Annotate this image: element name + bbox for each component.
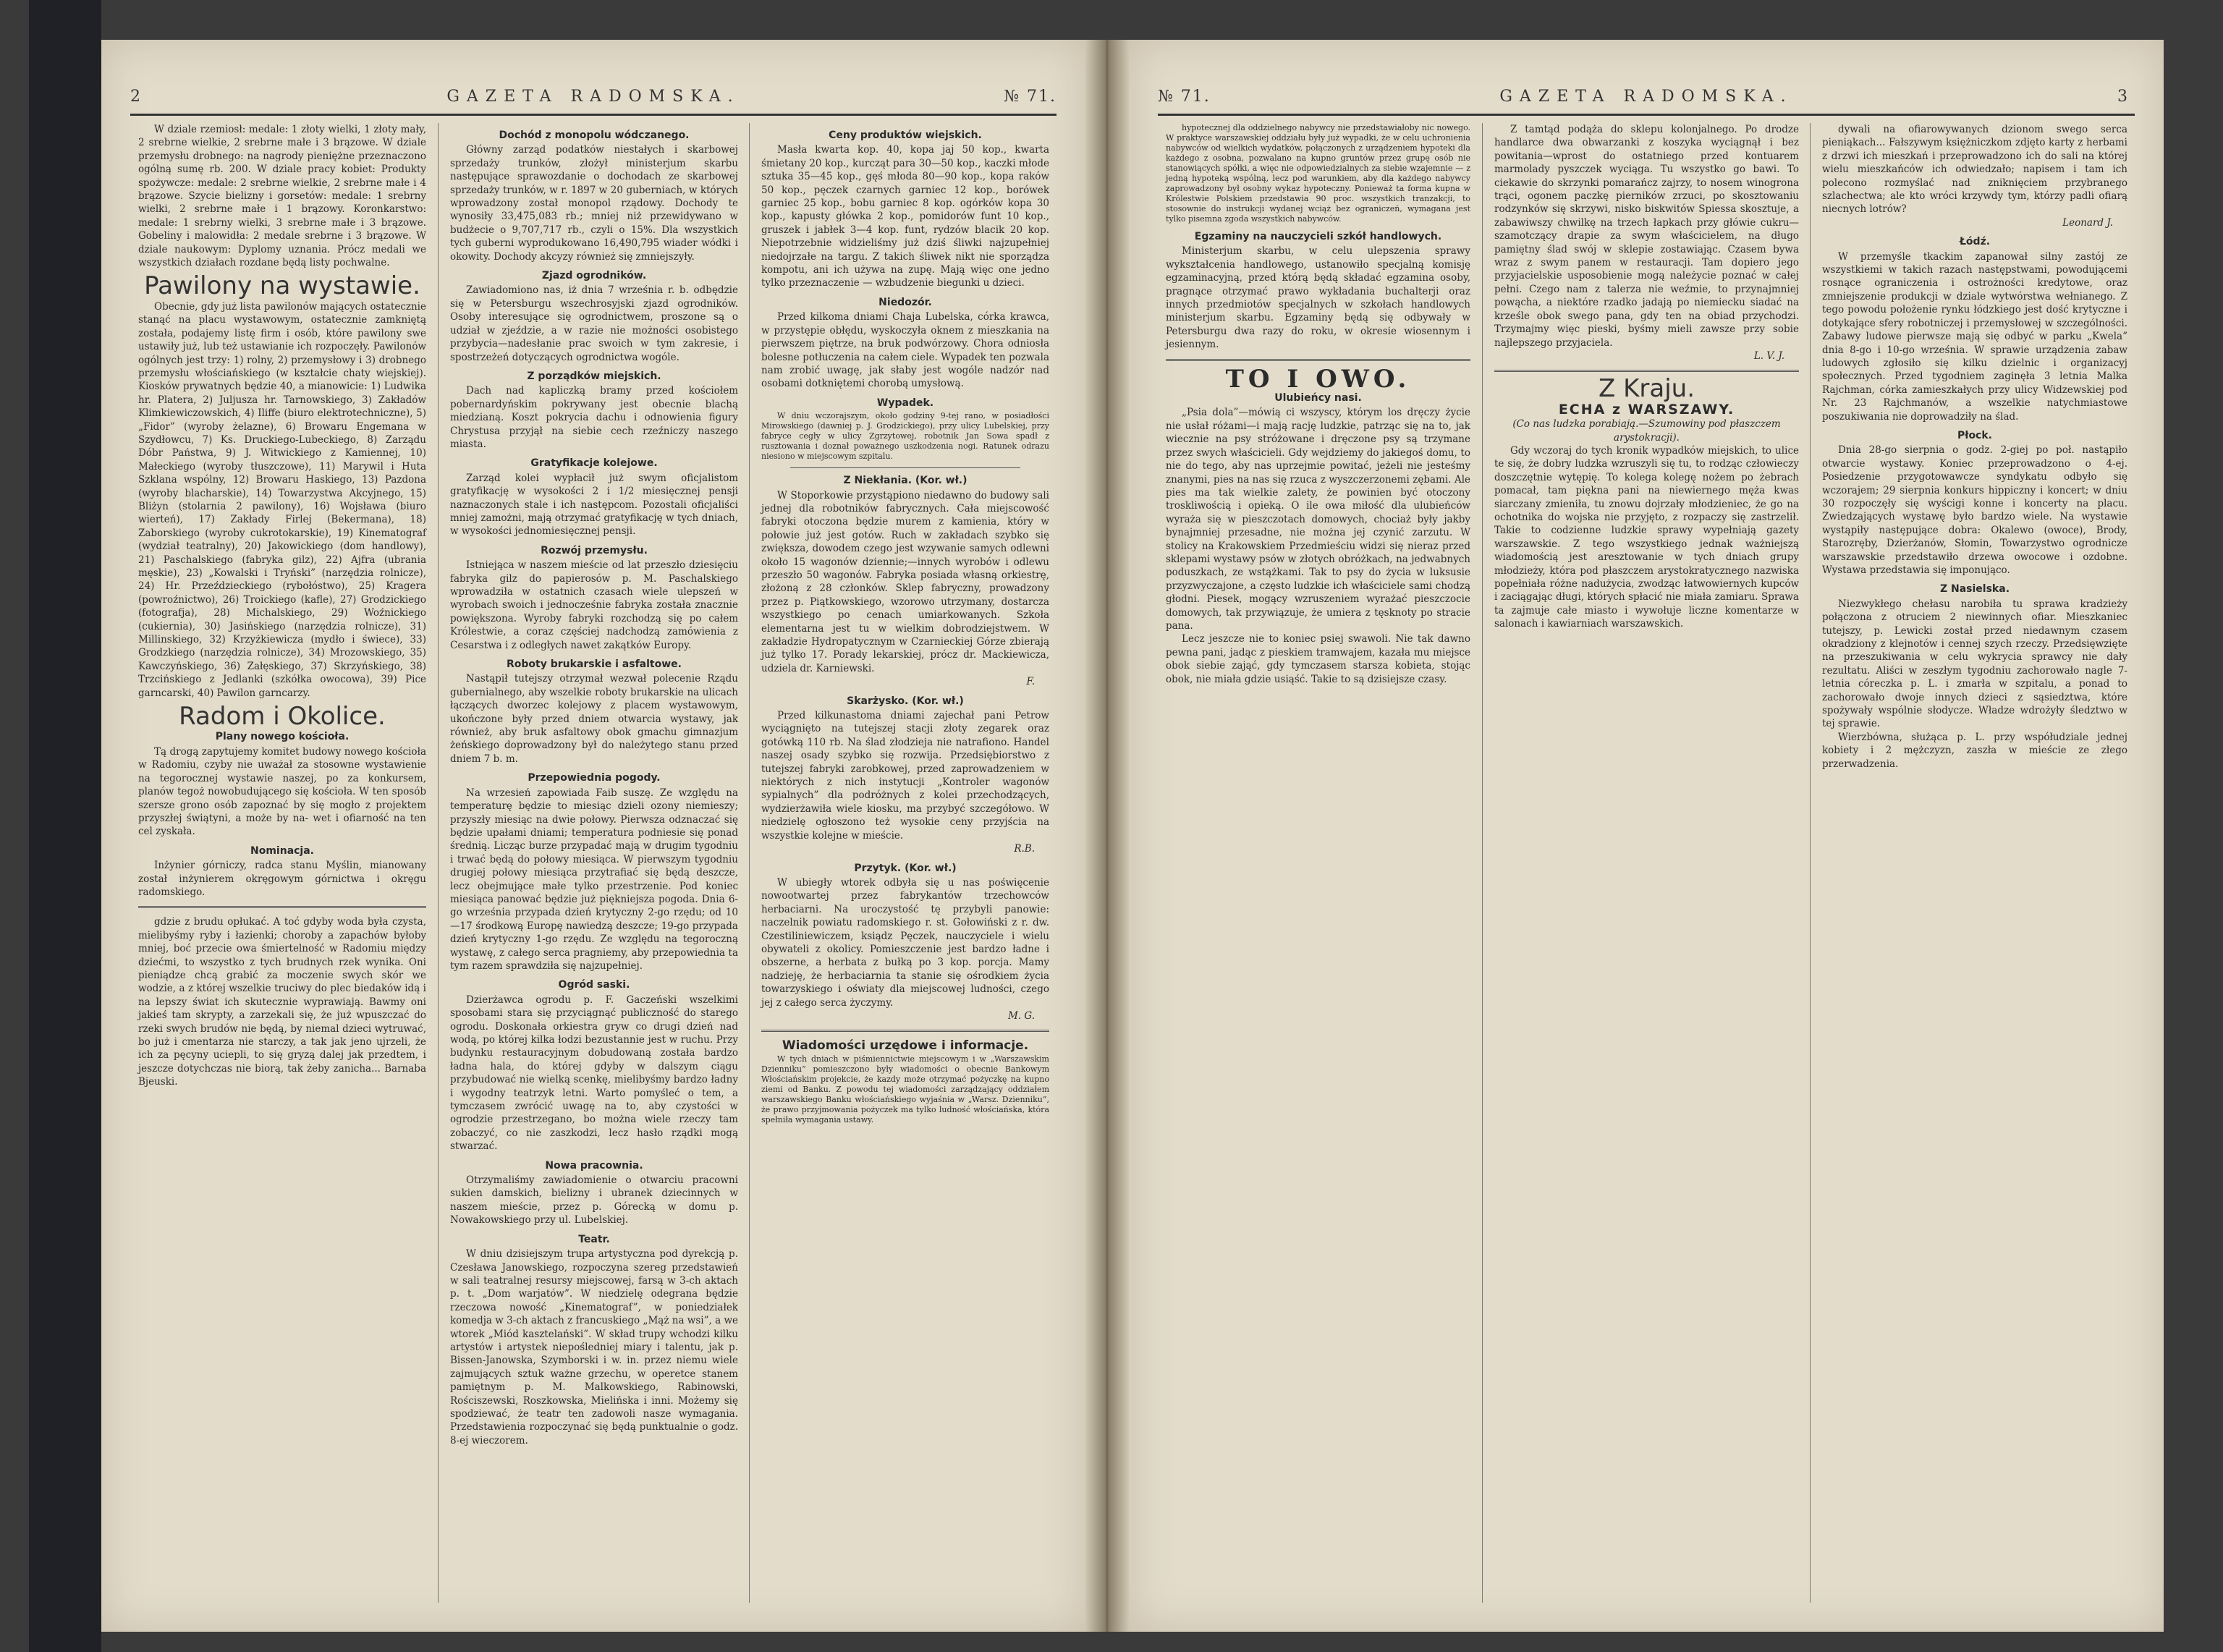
book-binding bbox=[29, 0, 101, 1652]
nasielsk-title: Z Nasielska. bbox=[1939, 583, 2010, 596]
teatr-title: Teatr. bbox=[578, 1233, 610, 1245]
gratyfikacje-title: Gratyfikacje kolejowe. bbox=[530, 457, 658, 470]
pies-signature: L. V. J. bbox=[1753, 350, 1784, 362]
porzadek-title: Z porządków miejskich. bbox=[527, 370, 661, 382]
zjazd-title: Zjazd ogrodników. bbox=[541, 270, 647, 282]
pies-text: Z tamtąd podąża do sklepu kolonjalnego. Po drodze handlarce dwa obwarzanki z koszyka wyciągnął i bez powitania—wprost do ostatniego przed kontuarem marmolady pyszczek wyciąga. Tu wszystko go bawi. To ciekawie do skrzynki pomarańcz zajrzy, to nosem winogrona trąci, ogonem paczkę pierników zrzuci, po skosztowaniu rodzynków się skrzywi, nisko biskwitów Spiessa skosztuje, a zabawiwszy chwilkę na trzech łapkach przy główie cukru—szamotczący drapie za swym właścicielem, na długo pamiętny ślad swój w sklepie zostawiając. Czasem bywa wraz z swym panem w restauracji. Tam dopiero jego przyjacielskie usposobienie mogą należycie poznać w całej pełni. Czego nam z talerza nie weźmie, to przynajmniej powącha, a niektóre rzadko jadają po niemiecku siadać na krześle obok swego pana, gdy ten na obiad przychodzi. Trzymajmy więc pieski, byśmy mieli zawsze przy sobie najlepszego przyjaciela. bbox=[1494, 124, 1799, 349]
nieklania-text: W Stoporkowie przystąpiono niedawno do budowy sali jednej dla robotników fabrycznych. Cała miejscowość fabryki otoczona będzie murem z kamienia, który w połowie już jest gotów. Ruch w zakładach szybko się zwiększa, dowodem czego jest wzywanie samych odlewni około 15 wagonów dziennie;—innych wyrobów i odlewu przeszło 50 wagonów. Fabryka posiada własną orkiestrę, złożoną z 28 członków. Sklep fabryczny, prowadzony przez p. Piątkowskiego, wzorowo utrzymany, dostarcza wszystkiego po cenach umiarkowanych. Szkoła elementarna jest tu w wielkim dobrodziejstwem. W zakładzie Hydropatycznym w Czarnieckiej Górze zbierają już tylko 17. Porady lekarskiej, prócz dr. Mackiewicza, udziela dr. Karniewski. bbox=[761, 489, 1049, 674]
roboty-text: Nastąpił tutejszy otrzymał wezwał polecenie Rządu gubernialnego, aby wszelkie roboty brukarskie na ulicach łączących dworzec kolejowy z placem wystawowym, ukończone były przed dniem otwarcia wystawy, jak również, aby bruk asfaltowy obok gmachu gimnazjum żeńskiego doprowadzony był do należytego stanu przed dniem 7 b. m. bbox=[450, 673, 738, 765]
egzaminy-text: Ministerjum skarbu, w celu ulepszenia sprawy wykształcenia handlowego, ustanowiło specjalną komisję egzaminacyjną, przed którą będą składać egzamina osoby, pragnące otrzymać prawo wykładania buchalterji oraz innych przedmiotów specjalnych w szkołach handlowych ministerjum skarbu. Egzaminy będą się odbywały w Petersburgu dwa razy do roku, w okresie wiosennym i jesiennym. bbox=[1166, 245, 1470, 351]
teatr-text: W dniu dzisiejszym trupa artystyczna pod dyrekcją p. Czesława Janowskiego, rozpoczyna szereg przedstawień w sali teatralnej resursy miejscowej, farsą w 3-ch aktach p. t. „Dom warjatów”. W niedzielę odegrana będzie rzeczowa nowość „Kinematograf”, w poniedziałek komedja w 3-ch aktach z francuskiego „Mąż na wsi”, a we wtorek „Miód kasztelański”. W skład trupy wchodzi kilku artystów i artystek niepośledniej miary i talentu, jak p. Bissen-Janowska, Szymborski i w. in. przez niemu wiele zajmujących sztuk ważne grzechu, w operetce stanem pamiętnym p. M. Malkowskiego, Rabinowski, Rościszewski, Roszkowska, Mielińska i inni. Możemy się spodziewać, że teatr ten zadowoli nasze wymagania. Przedstawienia rozpoczynać się będą punktualnie o godz. 8-ej wieczorem. bbox=[450, 1248, 738, 1446]
hipoteka-text: hypotecznej dla oddzielnego nabywcy nie przedstawiałoby nic nowego. W praktyce warszawskiej oddziału były już wypadki, że w celu uchronienia nabywców od wielkich wydatków, połączonych z urządzeniem hypoteki dla każdego z osobna, pozwalano na kupno gruntów przez grupę osób nie stanowiących spółki, a więc nie odpowiedzialnych za siebie wzajemnie — z jedną hypoteką wspólną, lecz pod warunkiem, aby dla każdego nabywcy zaprowadzony był osobny wykaz hypoteczny. Ponieważ ta forma kupna w Królestwie Polskiem przedstawia 90 proc. wszystkich tranzakcji, to stosownie do instrukcji wydanej wciąż bez ograniczeń, wymagana jest tylko pisemna zgoda wszystkich nabywców. bbox=[1166, 123, 1470, 224]
gratyfikacje-text: Zarząd kolei wypłacił już swym oficjalistom gratyfikację w wysokości 2 i 1/2 miesięcznej pensji naznaczonych stale i ich następcom. Pozostali oficjaliści mniej zamożni, mają otrzymać gratyfikację w tych dniach, w wysokości jednomiesięcznej pensji. bbox=[450, 472, 738, 538]
dochod-title: Dochód z monopolu wódczanego. bbox=[499, 130, 690, 141]
ksiezniczki-text: dywali na ofiarowywanych dzionom swego serca pieniąkach... Fałszywym księżniczkom zdjęto karty z herbami z drzwi ich mieszkań i przeprowadzono ich do sali na której wielu mieszkańców ich odwiedzało; napisem i tam ich polecono rozmyślać nad zniknięciem przybranego szlachectwa; ale kto wróci krzywdy tym, którzy padli ofiarą niecnych lotrów? bbox=[1822, 124, 2127, 216]
right-masthead bbox=[1158, 85, 2135, 116]
wiadomosci-text: W tych dniach w piśmiennictwie miejscowym i w „Warszawskim Dzienniku” pomieszczono były wiadomości o obecnie Bankowym Włościańskim projekcie, że kazdy może otrzymać pożyczkę na kupno ziemi od Banku. Z powodu tej wiadomości zarządzający oddziałem warszawskiego Banku włościańskiego wyjaśnia w „Warsz. Dzienniku”, że prawo przyjmowania pożyczek ma tylko ludność włościańska, która spełniła wymagania ustawy. bbox=[761, 1054, 1049, 1124]
heading-z-kraju: Z Kraju. bbox=[1598, 374, 1695, 404]
page-gutter bbox=[1085, 40, 1129, 1632]
page-number: 3 bbox=[2117, 88, 2135, 106]
nasielsk-text: Niezwykłego chełasu narobiła tu sprawa kradzieży połączona z otruciem 2 niewinnych ofiar. Mieszkaniec tutejszy, p. Lewicki został przed niedawnym czasem okradziony z klejnotów i cennej szych rzeczy. Przedsięwzięte na przeszukiwania w celu wykrycia sprawcy nie dały rezultatu. Aliści w zeszłym tygodniu zachorowało nagle 7-letnia córeczka p. L. i zmarła w szpitalu, a ponad to zachorowało dwoje innych dzieci z sąsiedztwa, które spożywały wspólnie słodycze. Władze wdrożyły śledztwo w tej sprawie. bbox=[1822, 598, 2127, 730]
plock-text: Dnia 28-go sierpnia o godz. 2-giej po poł. nastąpiło otwarcie wystawy. Koniec przeprowadzono o 4-ej. Posiedzenie przygotowawcze syndykatu odbyło się wczorajem; 29 sierpnia konkurs hippiczny i koncert; w dniu 30 rozpoczęły się wyścigi konne i koncerty na placu. Zwiedzających wystawę było bardzo wiele. Na wystawie wystąpiły następujące dobra: Okalewo (owoce), Brody, Starozręby, Dzierżanów, Słomin, Towarzystwo ogrodnicze warszawskie przedstawiło drzewa owocowe i ozdobne. Wystawa przedstawia się imponująco. bbox=[1822, 444, 2127, 576]
right-page bbox=[1129, 40, 2164, 1632]
ulubiency-title: Ulubieńcy nasi. bbox=[1274, 392, 1362, 404]
left-column-2 bbox=[438, 123, 750, 1603]
echa-text: Gdy wczoraj do tych kronik wypadków miejskich, to ulice te się, że dobry ludzka wzruszyli się tu, to rodząc człowieczy doszczętnie wytępię. To kolega kolegę nożem po żebrach pomacał, tam piękna pani na niewiernego męża kwas siarczany zmieniła, tu znowu dojrzały młodzieniec, że go na ochotnika do wojska nie przyjęto, z rozpaczy się zastrzelił. Takie to codzienne ludzkie sprawy wypełniają gazety warszawskie. Z tego wszystkiego jednak ważniejszą wiadomością jest aresztowanie w tych dniach grupy młodzieży, która pod płaszczem arystokratycznego nazwiska popełniała różne nadużycia, zwodząc łatwowiernych kupców i zaciągając długi, których spłacić nie miała zamiaru. Sprawa ta zajmuje całe miasto i wywołuje liczne komentarze w salonach i kawiarniach warszawskich. bbox=[1494, 444, 1799, 630]
rozwoj-title: Rozwój przemysłu. bbox=[541, 544, 648, 556]
nominacja-text: Inżynier górniczy, radca stanu Myślin, mianowany został inżynierem okręgowym górnictwa i okręgu radomskiego. bbox=[138, 860, 426, 898]
heading-radom: Radom i Okolice. bbox=[179, 702, 386, 732]
przytyk-title: Przytyk. (Kor. wł.) bbox=[854, 862, 957, 874]
rozwoj-text: Istniejąca w naszem mieście od lat przeszło dziesięciu fabryka gilz do papierosów p. M. Paschalskiego wprowadziła w ostatnich czasach wiele ulepszeń w wyrobach swoich i jednocześnie fabryka została znacznie powiększona. Wyroby fabryki rozchodzą się po całem Królestwie, a coraz częściej nadchodzą zamówienia z Cesarstwa i z odległych nawet zakątków Europy. bbox=[450, 559, 738, 651]
przytyk-signature: M. G. bbox=[1008, 1009, 1035, 1022]
wiadomosci-title: Wiadomości urzędowe i informacje. bbox=[782, 1038, 1029, 1054]
ulubiency-text: „Psia dola”—mówią ci wszyscy, którym los dręczy życie nie usłał różami—i mają rację ludzkie, patrząc się na to, jak wiecznie na psy stróżowane i dręczone psy są trzymane przez swych właścicieli. Gdy wejdziemy do jakiegoś domu, to nie do tego, aby nas uprzejmie powitać, jeżeli nie jesteśmy znanymi, pies na nas się rzuca z wyszczerzonemi zębami. Ale pies ma tak wielkie zalety, że powinien być otoczony troskliwością i opieką. O ile owa miłość dla ulubieńców wyraża się w pieszczotach domowych, chociaż były jakby bynajmniej przesadne, nie można jej czynić zarzutu. W stolicy na Krakowskiem Przedmieściu widzi się nieraz przed sklepami wystawy psów w złotych obróżkach, na jedwabnych poduszkach, ze wstążkami. Tak to psy do życia w luksusie przyzwyczajone, a często ludzkie ich właściciele sami chodzą głodni. Piesek, mogący wzruszeniem wyrażać pieszczocie domowych, tak przywiązuje, że umiera z tęsknoty po stracie pana. bbox=[1166, 407, 1470, 632]
niedozor-text: Przed kilkoma dniami Chaja Lubelska, córka krawca, w przystępie obłędu, wyskoczyła oknem z mieszkania na pierwszem piętrze, na bruk podwórzowy. Chora odniosła bolesne potłuczenia na całem ciele. Wypadek ten pozwala nam zrobić uwagę, jak słaby jest wogóle nadzór nad osobami dotkniętemi chorobą umysłową. bbox=[761, 311, 1049, 390]
egzaminy-title: Egzaminy na nauczycieli szkół handlowych. bbox=[1194, 231, 1442, 242]
right-column-2 bbox=[1482, 123, 1811, 1603]
niedozor-title: Niedozór. bbox=[878, 296, 932, 308]
ceny-text: Masła kwarta kop. 40, kopa jaj 50 kop., kwarta śmietany 20 kop., kurcząt para 30—50 kop., kaczki młode sztuka 35—45 kop., gęś młoda 80—90 kop., kopa raków 50 kop., pęczek czarnych garniec 12 kop., borówek garniec 25 kop., bobu garniec 8 kop. ogórków kopa 30 kop., kapusty główka 2 kop., pomidorów funt 10 kop., gruszek i jabłek 3—4 kop. funt, rydzów blacik 20 kop. Niepotrzebnie widzieliśmy już dziś śliwki najzupełniej niedojrzałe na targu. Z takich śliwek nikt nie sporządza kompotu, ani ich używa na zupę. Mają więc one jedno tylko przeznaczenie — wzbudzenie biegunki u dzieci. bbox=[761, 144, 1049, 289]
lower-text: gdzie z brudu opłukać. A toć gdyby woda była czysta, mielibyśmy ryby i łazienki; choroby a zapachów byłoby mniej, boć przecie owa śmiertelność w Radomiu między dziećmi, to wszystko z tych brudnych rzek wynika. Oni pieniądze chcą grabić za moczenie swych skór we wodzie, a z której wszelkie truciwy do plec biedaków idą i na lepszy świat ich skutecznie wyprawiają. Bawmy oni jakieś tam skrypty, a zarzekali się, że już wpuszczać do rzeki swych brudów nie będą, by niemal dzieci wytruwać, bo już i cmentarza nie starczy, a tak jak jeno ujrzeli, że ich za pęcyny uciepli, to się gryzą dalej jak przedtem, i jeszcze dotychczas nie biorą, tak żeby zanicha... Barnaba Bjeuski. bbox=[138, 916, 426, 1088]
nasielsk-end: Wierzbówna, służąca p. L. przy współudziale jednej kobiety i 2 mężczyzn, zaszła w mieście ze złego przerwadzenia. bbox=[1822, 731, 2127, 770]
skarzysko-text: Przed kilkunastoma dniami zajechał pani Petrow wyciągnięto na tutejszej stacji złoty zegarek oraz gotówką 110 rb. Na ślad złodzieja nie natrafiono. Handel naszej osady szybko się rozwija. Przedsiębiorstwo z tutejszej fabryki zarobkowej, przed zaprowadzeniem w niektórych z nich instytucji „Kontroler wagonów sypialnych” dla podróżnych z kolei przechodzących, wydzierżawiła wiele kiosku, ma przybyć szczegółowo. W niedzielę ogłoszono też wysokie ceny przyjścia na wszystkie kolejne w mieście. bbox=[761, 710, 1049, 842]
toiowo-title: TO I OWO. bbox=[1225, 364, 1411, 394]
skarzysko-title: Skarżysko. (Kor. wł.) bbox=[847, 695, 964, 707]
dochod-text: Główny zarząd podatków niestałych i skarbowej sprzedaży trunków, złożył ministerjum skarbu następujące sprawozdanie o dochodach ze skarbowej sprzedaży trunków, w r. 1897 w 20 guberniach, w których wprowadzony został monopol rządowy. Dochody te wynosiły 33,475,083 rb.; mniej niż przewidywano w budżecie o 9,707,717 rb., czyli o 15%. Dla wszystkich tych guberni wyprodukowano 16,490,795 wiader wódki i okowity. Dochody akcyzy również się zmniejszyły. bbox=[450, 144, 738, 263]
ceny-title: Ceny produktów wiejskich. bbox=[829, 130, 982, 141]
ulubiency-more: Lecz jeszcze nie to koniec psiej swawoli. Nie tak dawno pewna pani, jadąc z pieskiem tramwajem, kazała mu miejsce obok siebie zająć, gdy tymczasem starsza kobieta, stojąc obok, nie miała gdzie usiąść. Takie to są dzisiejsze czasy. bbox=[1166, 633, 1470, 685]
roboty-title: Roboty brukarskie i asfaltowe. bbox=[507, 658, 682, 671]
right-column-3 bbox=[1810, 123, 2139, 1603]
pawilony-text: Obecnie, gdy już lista pawilonów mających ostatecznie stanąć na placu wystawowym, ostatecznie zamkniętą została, podajemy listę firm i osób, które pawilony swe ustawiły już, lub też ustawianie ich rozpoczęły. Pawilonów ogólnych jest trzy: 1) rolny, 2) przemysłowy i 3) drobnego przemysłu włościańskiego (w kształcie chaty wiejskiej). Kiosków prywatnych będzie 40, a mianowicie: 1) Ludwika hr. Platera, 2) Juljusza hr. Tarnowskiego, 3) Zakładów Klimkiewiczowskich, 4) Iliffe (biuro elektrotechniczne), 5) „Fidor” (wyroby żelazne), 6) Browaru Engemana w Szydłowcu, 7) Ks. Druckiego-Lubeckiego, 8) Zarządu Dóbr Państwa, 9) J. Witwickiego z Kamiennej, 10) Małeckiego (wyroby tłuszczowe), 11) Marywil i Huta Szklana wspólny, 12) Browaru Haskiego, 13) Pazdona (wyroby blacharskie), 14) Towarzystwa Akcyjnego, 15) Bliżyn (stolarnia 2 pawilony), 16) Wojsława (biuro wierteń), 17) Zakłady Firlej (Bekermana), 18) Zaborskiego (wyroby cukrotokarskie), 19) Kinematograf (wydział teatralny), 20) Jakowickiego (dom handlowy), 21) Paschalskiego (fabryka gilz), 22) Ajfra (ubrania męskie), 23) „Kowalski i Tryński” (narzędzia rolnicze), 24) Hr. Przeździeckiego (rybołóstwo), 25) Kragera (powroźnictwo), 26) Troickiego (kafle), 27) Grodzickiego (fotografja), 28) Michalskiego, 29) Woźnickiego (cukiernia), 30) Jasińskiego (narzędzia rolnicze), 31) Millinskiego, 32) Krzyżkiewicza (mydło i świece), 33) Grodzkiego (narzędzia rolnicze), 34) Mrozowskiego, 35) Kawczyńskiego, 36) Załęskiego, 37) Skrzyńskiego, 38) Trzcińskiego z Jedlanki (szkółka owocowa), 39) Pice garncarski, 40) Pawilon garncarzy. bbox=[138, 300, 426, 699]
pracownia-text: Otrzymaliśmy zawiadomienie o otwarciu pracowni sukien damskich, bielizny i ubranek dziecinnych w naszem mieście, przez p. Górecką w domu p. Nowakowskiego przy ul. Lubelskiej. bbox=[450, 1174, 738, 1227]
skarzysko-signature: R.B. bbox=[1014, 843, 1035, 855]
left-page bbox=[101, 40, 1085, 1632]
wypadek-text: W dniu wczorajszym, około godziny 9-tej rano, w posiadłości Mirowskiego (dawniej p. J. Grodzickiego), przy ulicy Lubelskiej, przy fabryce cegły w ulicy Zgrzytowej, robotnik Jan Sowa spadł z rusztowania i doznał poważnego uszkodzenia nogi. Ratunek odrazu niesiono w miejscowym szpitalu. bbox=[761, 411, 1049, 462]
porzadek-text: Dach nad kapliczką bramy przed kościołem pobernardyńskim pokrywany jest obecnie blachą miedzianą. Koszt pokrycia dachu i odnowienia figury Chrystusa przyjął na siebie cech rzeźniczy naszego miasta. bbox=[450, 385, 738, 450]
page-number: 2 bbox=[130, 88, 148, 106]
kosciol-title: Plany nowego kościoła. bbox=[215, 731, 350, 743]
wypadek-title: Wypadek. bbox=[876, 397, 934, 409]
przytyk-text: W ubiegły wtorek odbyła się u nas poświęcenie nowootwartej przez fabrykantów trzechowców herbaciarni. Na uroczystość tę przybyli panowie: naczelnik powiatu radomskiego r. st. Gołowiński z r. dw. Czestiliniewiczem, ksiądz Pęczek, nauczyciele i wielu obywateli z okolicy. Pomieszczenie jest bardzo ładne i obszerne, a herbata z bułką po 3 kop. porcja. Mamy nadzieję, że herbaciarnia ta stanie się ośrodkiem życia towarzyskiego i oświaty dla miejscowej ludności, czego jej z całego serca życzymy. bbox=[761, 876, 1049, 1009]
masthead-title: GAZETA RADOMSKA. bbox=[446, 88, 740, 106]
echa-title: ECHA z WARSZAWY. bbox=[1558, 401, 1735, 418]
ksiezniczki-signature: Leonard J. bbox=[2062, 216, 2113, 229]
ogrod-text: Dzierżawca ogrodu p. F. Gaczeński wszelkimi sposobami stara się przyciągnąć publiczność do starego ogrodu. Doskonała orkiestra gryw co drugi dzień nad wodą, po której kilka łodzi bezustannie jest w ruchu. Przy budynku restauracyjnym dobudowaną została bardzo ładna hala, do której gdyby w dalszym ciągu przybudować nie wielką scenkę, mielibyśmy bardzo ładny i wygodny teatrzyk letni. Warto pomyśleć o tem, a tymczasem zwrócić uwagę na to, aby czystości w ogrodzie przestrzegano, bo można wiele rzeczy tam zobaczyć, co nie zaszkodzi, lecz hasło rządki mogą stwarzać. bbox=[450, 994, 738, 1153]
plock-title: Płock. bbox=[1957, 429, 1992, 441]
pogoda-title: Przepowiednia pogody. bbox=[528, 772, 661, 784]
issue-number: № 71. bbox=[1004, 88, 1057, 106]
left-column-3 bbox=[749, 123, 1061, 1603]
left-masthead bbox=[130, 85, 1057, 116]
nieklania-signature: F. bbox=[1026, 676, 1035, 688]
lodz-text: W przemyśle tkackim zapanował silny zastój ze wszystkiemi w takich razach następstwami, powodującemi rosnące ograniczenia i ostrożności kredytowe, oraz zmniejszenie produkcji w dziale wytwórstwa wełnianego. Z tego powodu położenie rynku łódzkiego jest dość krytyczne i dotykające sfery robotniczej i przemysłowej w szczególności. Zabawy ludowe pierwsze mają się odbyć w parku „Kwela” dnia 8-go i 10-go września. W sprawie urządzenia zabaw ludowych zgłosiło się kilku dzielnic i organizacyj społecznych. Przed tygodniem zaginęła 3 letnia Malka Rajchman, córka zamieszkałych przy ulicy Widzewskiej pod Nr. 23 Rajchmanów, a wszelkie natychmiastowe poszukiwania nie doprowadziły na ślad. bbox=[1822, 250, 2127, 423]
pogoda-text: Na wrzesień zapowiada Faib suszę. Ze względu na temperaturę będzie to miesiąc dzieli ozony niemieszy; przyszły miesiąc na dwie połowy. Pierwsza odznaczać się będzie upałami dniami; temperatura podniesie się ponad średnią. Licząc burze przypadać mają w drugim tygodniu i trwać będą do połowy miesiąca. W pierwszym tygodniu drugiej połowy miesiąca przytrafiać się będą deszcze, lecz obejmujące małe tylko przestrzenie. Pod koniec miesiąca panować będzie już piękniejsza pogoda. Dnia 6-go września przypada dzień krytyczny 2-go rzędu; od 10—17 środkową Europę nawiedzą deszcze; 19-go przypada dzień krytyczny 1-go rzędu. Ze względu na tegoroczną wystawę, z całego serca pragniemy, aby przepowiednia ta tym razem sprawdziła się najzupełniej. bbox=[450, 787, 738, 972]
right-column-1 bbox=[1154, 123, 1482, 1603]
issue-number: № 71. bbox=[1158, 88, 1211, 106]
nominacja-title: Nominacja. bbox=[250, 844, 314, 857]
left-column-1 bbox=[127, 123, 438, 1603]
kosciol-text: Tą drogą zapytujemy komitet budowy nowego kościoła w Radomiu, czyby nie uważał za stosowne wystawienie na tegorocznej wystawie naszej, po za konkursem, planów tegoż nowobudującego się kościoła. W ten sposób szersze grono osób zapoznać by się mogło z projektem przyszłej świątyni, a może by na- wet i ofiarność na ten cel zyskała. bbox=[138, 745, 426, 838]
pracownia-title: Nowa pracownia. bbox=[545, 1159, 643, 1172]
ogrod-title: Ogród saski. bbox=[558, 979, 630, 991]
awards-text: W dziale rzemiosł: medale: 1 złoty wielki, 1 złoty mały, 2 srebrne wielkie, 2 srebrne małe i 3 brązowe. W dziale przemysłu drobnego: na nagrody pieniężne przeznaczono ogólną sumę rb. 200. W dziale pracy kobiet: Produkty spożywcze: medale: 2 srebrne wielkie, 2 srebrne małe i 4 brązowe. Szycie bielizny i gorsetów: medale: 1 srebrny wielki, 2 srebrne małe i 1 brązowy. Koronkarstwo: medale: 1 srebrny wielki, 3 srebrne małe i 3 brązowe. Gobeliny i malowidła: 2 medale srebrne i 3 brązowe. W dziale naukowym: Dyplomy uznania. Prócz medali we wszystkich działach rozdane będą listy pochwalne. bbox=[138, 124, 426, 269]
echa-subtitle: (Co nas ludzka porabiają.—Szumowiny pod płaszczem arystokracji). bbox=[1512, 418, 1781, 444]
zjazd-text: Zawiadomiono nas, iż dnia 7 września r. b. odbędzie się w Petersburgu wszechrosyjski zjazd ogrodników. Osoby interesujące się ogrodnictwem, proszone są o udział w zjeździe, a w razie nie możności osobistego przybycia—nadesłanie prac swoich w tym zakresie, i spostrzeżeń dotyczących ogrodnictwa wogóle. bbox=[450, 284, 738, 363]
nieklania-title: Z Niekłania. (Kor. wł.) bbox=[843, 475, 967, 487]
masthead-title: GAZETA RADOMSKA. bbox=[1499, 88, 1793, 106]
heading-pawilony: Pawilony na wystawie. bbox=[144, 271, 420, 301]
lodz-title: Łódź. bbox=[1959, 236, 1991, 248]
